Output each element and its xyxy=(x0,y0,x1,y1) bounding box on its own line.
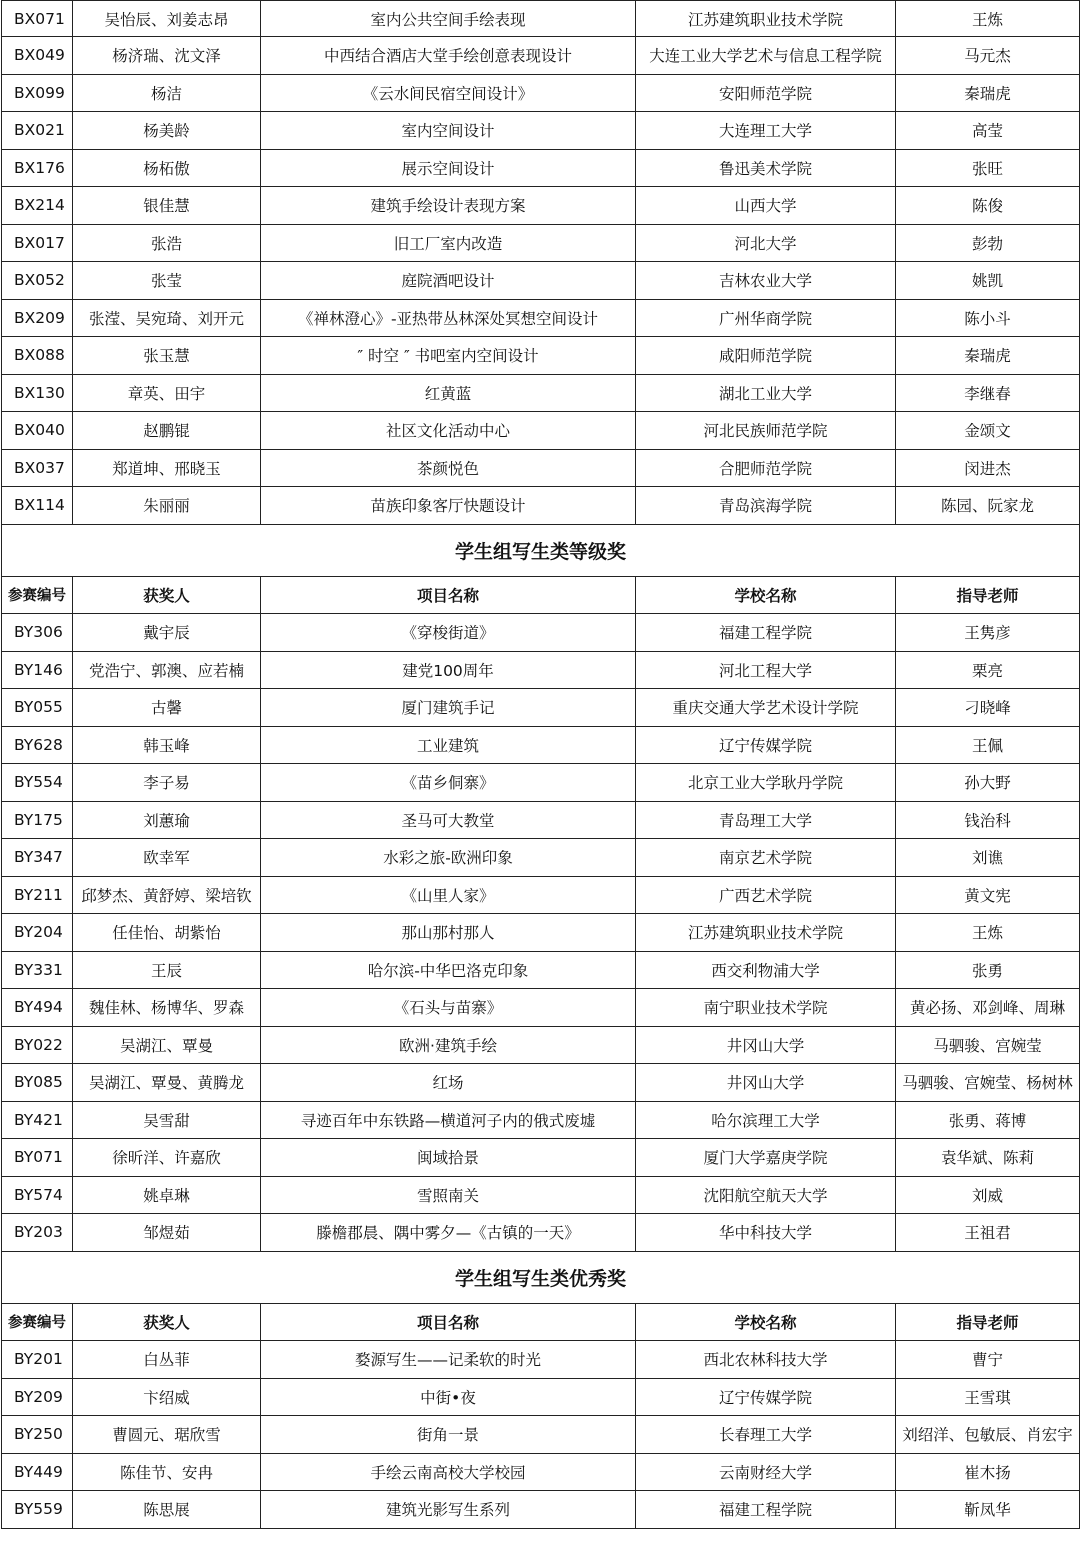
winner-cell: 刘蕙瑜 xyxy=(73,801,261,839)
top-section-row xyxy=(2,449,1080,487)
top-section-row xyxy=(2,74,1080,112)
grade-award-row xyxy=(2,914,1080,952)
entry-code-cell: BX088 xyxy=(2,337,73,375)
school-name-cell: 福建工程学院 xyxy=(636,1491,896,1529)
project-name-cell: 寻迹百年中东铁路—横道河子内的俄式废墟 xyxy=(261,1101,636,1139)
excellent-award-column-header-row xyxy=(2,1303,1080,1341)
project-name-cell: 建筑光影写生系列 xyxy=(261,1491,636,1529)
advisor-cell: 刘威 xyxy=(896,1176,1080,1214)
top-section-row xyxy=(2,337,1080,375)
project-name-cell: 展示空间设计 xyxy=(261,149,636,187)
winner-cell: 魏佳林、杨博华、罗森 xyxy=(73,989,261,1027)
award-table xyxy=(1,0,1080,1529)
school-name-cell: 青岛理工大学 xyxy=(636,801,896,839)
entry-code-cell: BY203 xyxy=(2,1214,73,1252)
project-name-cell: 厦门建筑手记 xyxy=(261,689,636,727)
entry-code-cell: BY306 xyxy=(2,614,73,652)
project-name-cell: 红黄蓝 xyxy=(261,374,636,412)
school-name-cell: 云南财经大学 xyxy=(636,1453,896,1491)
winner-cell: 戴宇辰 xyxy=(73,614,261,652)
winner-cell: 赵鹏锟 xyxy=(73,412,261,450)
advisor-cell: 马驷骏、宫婉莹 xyxy=(896,1026,1080,1064)
column-header: 获奖人 xyxy=(73,576,261,614)
grade-award-column-header-row xyxy=(2,576,1080,614)
school-name-cell: 青岛滨海学院 xyxy=(636,487,896,525)
project-name-cell: 旧工厂室内改造 xyxy=(261,224,636,262)
project-name-cell: 庭院酒吧设计 xyxy=(261,262,636,300)
school-name-cell: 厦门大学嘉庚学院 xyxy=(636,1139,896,1177)
project-name-cell: 欧洲·建筑手绘 xyxy=(261,1026,636,1064)
winner-cell: 吴怡辰、刘姜志昂 xyxy=(73,1,261,37)
winner-cell: 吴湖江、覃曼、黄腾龙 xyxy=(73,1064,261,1102)
advisor-cell: 黄文宪 xyxy=(896,876,1080,914)
winner-cell: 古馨 xyxy=(73,689,261,727)
grade-award-row xyxy=(2,1139,1080,1177)
entry-code-cell: BX099 xyxy=(2,74,73,112)
school-name-cell: 江苏建筑职业技术学院 xyxy=(636,1,896,37)
top-section-row xyxy=(2,187,1080,225)
school-name-cell: 山西大学 xyxy=(636,187,896,225)
entry-code-cell: BX214 xyxy=(2,187,73,225)
advisor-cell: 马元杰 xyxy=(896,37,1080,75)
advisor-cell: 陈小斗 xyxy=(896,299,1080,337)
winner-cell: 杨济瑞、沈文泽 xyxy=(73,37,261,75)
project-name-cell: 建党100周年 xyxy=(261,651,636,689)
winner-cell: 银佳慧 xyxy=(73,187,261,225)
school-name-cell: 江苏建筑职业技术学院 xyxy=(636,914,896,952)
winner-cell: 张浩 xyxy=(73,224,261,262)
advisor-cell: 栗亮 xyxy=(896,651,1080,689)
project-name-cell: 手绘云南高校大学校园 xyxy=(261,1453,636,1491)
school-name-cell: 西交利物浦大学 xyxy=(636,951,896,989)
project-name-cell: 《山里人家》 xyxy=(261,876,636,914)
project-name-cell: 滕檐郡晨、隅中雾夕—《古镇的一天》 xyxy=(261,1214,636,1252)
column-header: 学校名称 xyxy=(636,1303,896,1341)
winner-cell: 姚卓琳 xyxy=(73,1176,261,1214)
advisor-cell: 姚凯 xyxy=(896,262,1080,300)
grade-award-row xyxy=(2,989,1080,1027)
winner-cell: 党浩宁、郭澳、应若楠 xyxy=(73,651,261,689)
grade-award-row xyxy=(2,951,1080,989)
winner-cell: 徐昕洋、许嘉欣 xyxy=(73,1139,261,1177)
entry-code-cell: BX049 xyxy=(2,37,73,75)
top-section-row xyxy=(2,262,1080,300)
advisor-cell: 孙大野 xyxy=(896,764,1080,802)
entry-code-cell: BX130 xyxy=(2,374,73,412)
advisor-cell: 秦瑞虎 xyxy=(896,74,1080,112)
winner-cell: 吴雪甜 xyxy=(73,1101,261,1139)
project-name-cell: 婺源写生——记柔软的时光 xyxy=(261,1341,636,1379)
advisor-cell: 高莹 xyxy=(896,112,1080,150)
winner-cell: 吴湖江、覃曼 xyxy=(73,1026,261,1064)
project-name-cell: 建筑手绘设计表现方案 xyxy=(261,187,636,225)
entry-code-cell: BY146 xyxy=(2,651,73,689)
entry-code-cell: BY055 xyxy=(2,689,73,727)
grade-award-row xyxy=(2,1214,1080,1252)
excellent-award-title: 学生组写生类优秀奖 xyxy=(2,1251,1080,1303)
school-name-cell: 井冈山大学 xyxy=(636,1026,896,1064)
winner-cell: 卞绍威 xyxy=(73,1378,261,1416)
excellent-award-row xyxy=(2,1378,1080,1416)
school-name-cell: 哈尔滨理工大学 xyxy=(636,1101,896,1139)
school-name-cell: 湖北工业大学 xyxy=(636,374,896,412)
grade-award-row xyxy=(2,726,1080,764)
top-section-row xyxy=(2,487,1080,525)
grade-award-row xyxy=(2,1176,1080,1214)
school-name-cell: 辽宁传媒学院 xyxy=(636,1378,896,1416)
school-name-cell: 合肥师范学院 xyxy=(636,449,896,487)
column-header: 指导老师 xyxy=(896,576,1080,614)
school-name-cell: 鲁迅美术学院 xyxy=(636,149,896,187)
advisor-cell: 张勇 xyxy=(896,951,1080,989)
entry-code-cell: BY574 xyxy=(2,1176,73,1214)
advisor-cell: 刘绍洋、包敏辰、肖宏宇 xyxy=(896,1416,1080,1454)
excellent-award-title-row xyxy=(2,1251,1080,1303)
advisor-cell: 陈园、阮家龙 xyxy=(896,487,1080,525)
top-section-row xyxy=(2,149,1080,187)
school-name-cell: 咸阳师范学院 xyxy=(636,337,896,375)
winner-cell: 任佳怡、胡紫怡 xyxy=(73,914,261,952)
project-name-cell: 《禅林澄心》-亚热带丛林深处冥想空间设计 xyxy=(261,299,636,337)
entry-code-cell: BX176 xyxy=(2,149,73,187)
advisor-cell: 靳凤华 xyxy=(896,1491,1080,1529)
advisor-cell: 刘谯 xyxy=(896,839,1080,877)
advisor-cell: 黄必扬、邓剑峰、周琳 xyxy=(896,989,1080,1027)
school-name-cell: 华中科技大学 xyxy=(636,1214,896,1252)
entry-code-cell: BX209 xyxy=(2,299,73,337)
advisor-cell: 王佩 xyxy=(896,726,1080,764)
entry-code-cell: BY022 xyxy=(2,1026,73,1064)
school-name-cell: 沈阳航空航天大学 xyxy=(636,1176,896,1214)
project-name-cell: 圣马可大教堂 xyxy=(261,801,636,839)
grade-award-row xyxy=(2,651,1080,689)
entry-code-cell: BY085 xyxy=(2,1064,73,1102)
project-name-cell: 室内空间设计 xyxy=(261,112,636,150)
excellent-award-row xyxy=(2,1416,1080,1454)
entry-code-cell: BY211 xyxy=(2,876,73,914)
column-header: 项目名称 xyxy=(261,1303,636,1341)
advisor-cell: 曹宁 xyxy=(896,1341,1080,1379)
advisor-cell: 钱治科 xyxy=(896,801,1080,839)
grade-award-title: 学生组写生类等级奖 xyxy=(2,524,1080,576)
entry-code-cell: BY331 xyxy=(2,951,73,989)
column-header: 参赛编号 xyxy=(2,1303,73,1341)
winner-cell: 张莹 xyxy=(73,262,261,300)
grade-award-row xyxy=(2,764,1080,802)
winner-cell: 李子易 xyxy=(73,764,261,802)
school-name-cell: 河北大学 xyxy=(636,224,896,262)
project-name-cell: 室内公共空间手绘表现 xyxy=(261,1,636,37)
school-name-cell: 南宁职业技术学院 xyxy=(636,989,896,1027)
school-name-cell: 北京工业大学耿丹学院 xyxy=(636,764,896,802)
school-name-cell: 辽宁传媒学院 xyxy=(636,726,896,764)
school-name-cell: 吉林农业大学 xyxy=(636,262,896,300)
top-section-row xyxy=(2,374,1080,412)
top-section-row xyxy=(2,112,1080,150)
project-name-cell: 工业建筑 xyxy=(261,726,636,764)
school-name-cell: 重庆交通大学艺术设计学院 xyxy=(636,689,896,727)
winner-cell: 张滢、吴宛琦、刘开元 xyxy=(73,299,261,337)
project-name-cell: 哈尔滨-中华巴洛克印象 xyxy=(261,951,636,989)
column-header: 指导老师 xyxy=(896,1303,1080,1341)
advisor-cell: 彭勃 xyxy=(896,224,1080,262)
project-name-cell: 中西结合酒店大堂手绘创意表现设计 xyxy=(261,37,636,75)
entry-code-cell: BY204 xyxy=(2,914,73,952)
advisor-cell: 马驷骏、宫婉莹、杨树林 xyxy=(896,1064,1080,1102)
entry-code-cell: BX114 xyxy=(2,487,73,525)
grade-award-row xyxy=(2,689,1080,727)
column-header: 学校名称 xyxy=(636,576,896,614)
top-section-row xyxy=(2,412,1080,450)
project-name-cell: 《石头与苗寨》 xyxy=(261,989,636,1027)
winner-cell: 郑道坤、邢晓玉 xyxy=(73,449,261,487)
excellent-award-row xyxy=(2,1491,1080,1529)
advisor-cell: 王炼 xyxy=(896,1,1080,37)
winner-cell: 王辰 xyxy=(73,951,261,989)
project-name-cell: 红场 xyxy=(261,1064,636,1102)
project-name-cell: 《云水间民宿空间设计》 xyxy=(261,74,636,112)
winner-cell: 杨洁 xyxy=(73,74,261,112)
school-name-cell: 广西艺术学院 xyxy=(636,876,896,914)
winner-cell: 陈思展 xyxy=(73,1491,261,1529)
project-name-cell: 《穿梭街道》 xyxy=(261,614,636,652)
school-name-cell: 福建工程学院 xyxy=(636,614,896,652)
project-name-cell: 闽域拾景 xyxy=(261,1139,636,1177)
project-name-cell: 雪照南关 xyxy=(261,1176,636,1214)
column-header: 获奖人 xyxy=(73,1303,261,1341)
winner-cell: 朱丽丽 xyxy=(73,487,261,525)
entry-code-cell: BY175 xyxy=(2,801,73,839)
excellent-award-row xyxy=(2,1341,1080,1379)
grade-award-row xyxy=(2,1026,1080,1064)
winner-cell: 张玉慧 xyxy=(73,337,261,375)
winner-cell: 章英、田宇 xyxy=(73,374,261,412)
entry-code-cell: BY559 xyxy=(2,1491,73,1529)
advisor-cell: 王祖君 xyxy=(896,1214,1080,1252)
top-section-row xyxy=(2,224,1080,262)
entry-code-cell: BY347 xyxy=(2,839,73,877)
grade-award-row xyxy=(2,1101,1080,1139)
school-name-cell: 西北农林科技大学 xyxy=(636,1341,896,1379)
advisor-cell: 刁晓峰 xyxy=(896,689,1080,727)
top-section-row xyxy=(2,37,1080,75)
school-name-cell: 大连理工大学 xyxy=(636,112,896,150)
top-section-row xyxy=(2,1,1080,37)
winner-cell: 陈佳节、安冉 xyxy=(73,1453,261,1491)
entry-code-cell: BY554 xyxy=(2,764,73,802)
advisor-cell: 张勇、蒋博 xyxy=(896,1101,1080,1139)
project-name-cell: 水彩之旅-欧洲印象 xyxy=(261,839,636,877)
entry-code-cell: BX017 xyxy=(2,224,73,262)
winner-cell: 邱梦杰、黄舒婷、梁培钦 xyxy=(73,876,261,914)
grade-award-row xyxy=(2,876,1080,914)
entry-code-cell: BX052 xyxy=(2,262,73,300)
entry-code-cell: BY209 xyxy=(2,1378,73,1416)
advisor-cell: 崔木扬 xyxy=(896,1453,1080,1491)
school-name-cell: 大连工业大学艺术与信息工程学院 xyxy=(636,37,896,75)
winner-cell: 曹圆元、琚欣雪 xyxy=(73,1416,261,1454)
entry-code-cell: BY628 xyxy=(2,726,73,764)
winner-cell: 邹煜茹 xyxy=(73,1214,261,1252)
grade-award-row xyxy=(2,614,1080,652)
grade-award-row xyxy=(2,801,1080,839)
advisor-cell: 陈俊 xyxy=(896,187,1080,225)
column-header: 参赛编号 xyxy=(2,576,73,614)
project-name-cell: 社区文化活动中心 xyxy=(261,412,636,450)
excellent-award-row xyxy=(2,1453,1080,1491)
winner-cell: 杨柘傲 xyxy=(73,149,261,187)
entry-code-cell: BX021 xyxy=(2,112,73,150)
advisor-cell: 王炼 xyxy=(896,914,1080,952)
winner-cell: 欧幸军 xyxy=(73,839,261,877)
advisor-cell: 闵进杰 xyxy=(896,449,1080,487)
entry-code-cell: BX037 xyxy=(2,449,73,487)
advisor-cell: 张旺 xyxy=(896,149,1080,187)
school-name-cell: 井冈山大学 xyxy=(636,1064,896,1102)
school-name-cell: 河北工程大学 xyxy=(636,651,896,689)
winner-cell: 杨美龄 xyxy=(73,112,261,150)
school-name-cell: 河北民族师范学院 xyxy=(636,412,896,450)
grade-award-row xyxy=(2,839,1080,877)
school-name-cell: 安阳师范学院 xyxy=(636,74,896,112)
advisor-cell: 王隽彦 xyxy=(896,614,1080,652)
top-section-row xyxy=(2,299,1080,337)
project-name-cell: 茶颜悦色 xyxy=(261,449,636,487)
entry-code-cell: BX071 xyxy=(2,1,73,37)
entry-code-cell: BX040 xyxy=(2,412,73,450)
grade-award-title-row xyxy=(2,524,1080,576)
entry-code-cell: BY071 xyxy=(2,1139,73,1177)
project-name-cell: 苗族印象客厅快题设计 xyxy=(261,487,636,525)
project-name-cell: 《苗乡侗寨》 xyxy=(261,764,636,802)
school-name-cell: 广州华商学院 xyxy=(636,299,896,337)
project-name-cell: ″ 时空 ″ 书吧室内空间设计 xyxy=(261,337,636,375)
award-table-body xyxy=(2,1,1080,1529)
entry-code-cell: BY449 xyxy=(2,1453,73,1491)
entry-code-cell: BY201 xyxy=(2,1341,73,1379)
grade-award-row xyxy=(2,1064,1080,1102)
advisor-cell: 秦瑞虎 xyxy=(896,337,1080,375)
project-name-cell: 那山那村那人 xyxy=(261,914,636,952)
school-name-cell: 长春理工大学 xyxy=(636,1416,896,1454)
entry-code-cell: BY494 xyxy=(2,989,73,1027)
project-name-cell: 街角一景 xyxy=(261,1416,636,1454)
project-name-cell: 中街•夜 xyxy=(261,1378,636,1416)
entry-code-cell: BY421 xyxy=(2,1101,73,1139)
column-header: 项目名称 xyxy=(261,576,636,614)
winner-cell: 韩玉峰 xyxy=(73,726,261,764)
winner-cell: 白丛菲 xyxy=(73,1341,261,1379)
entry-code-cell: BY250 xyxy=(2,1416,73,1454)
school-name-cell: 南京艺术学院 xyxy=(636,839,896,877)
advisor-cell: 王雪琪 xyxy=(896,1378,1080,1416)
advisor-cell: 袁华斌、陈莉 xyxy=(896,1139,1080,1177)
advisor-cell: 金颂文 xyxy=(896,412,1080,450)
advisor-cell: 李继春 xyxy=(896,374,1080,412)
